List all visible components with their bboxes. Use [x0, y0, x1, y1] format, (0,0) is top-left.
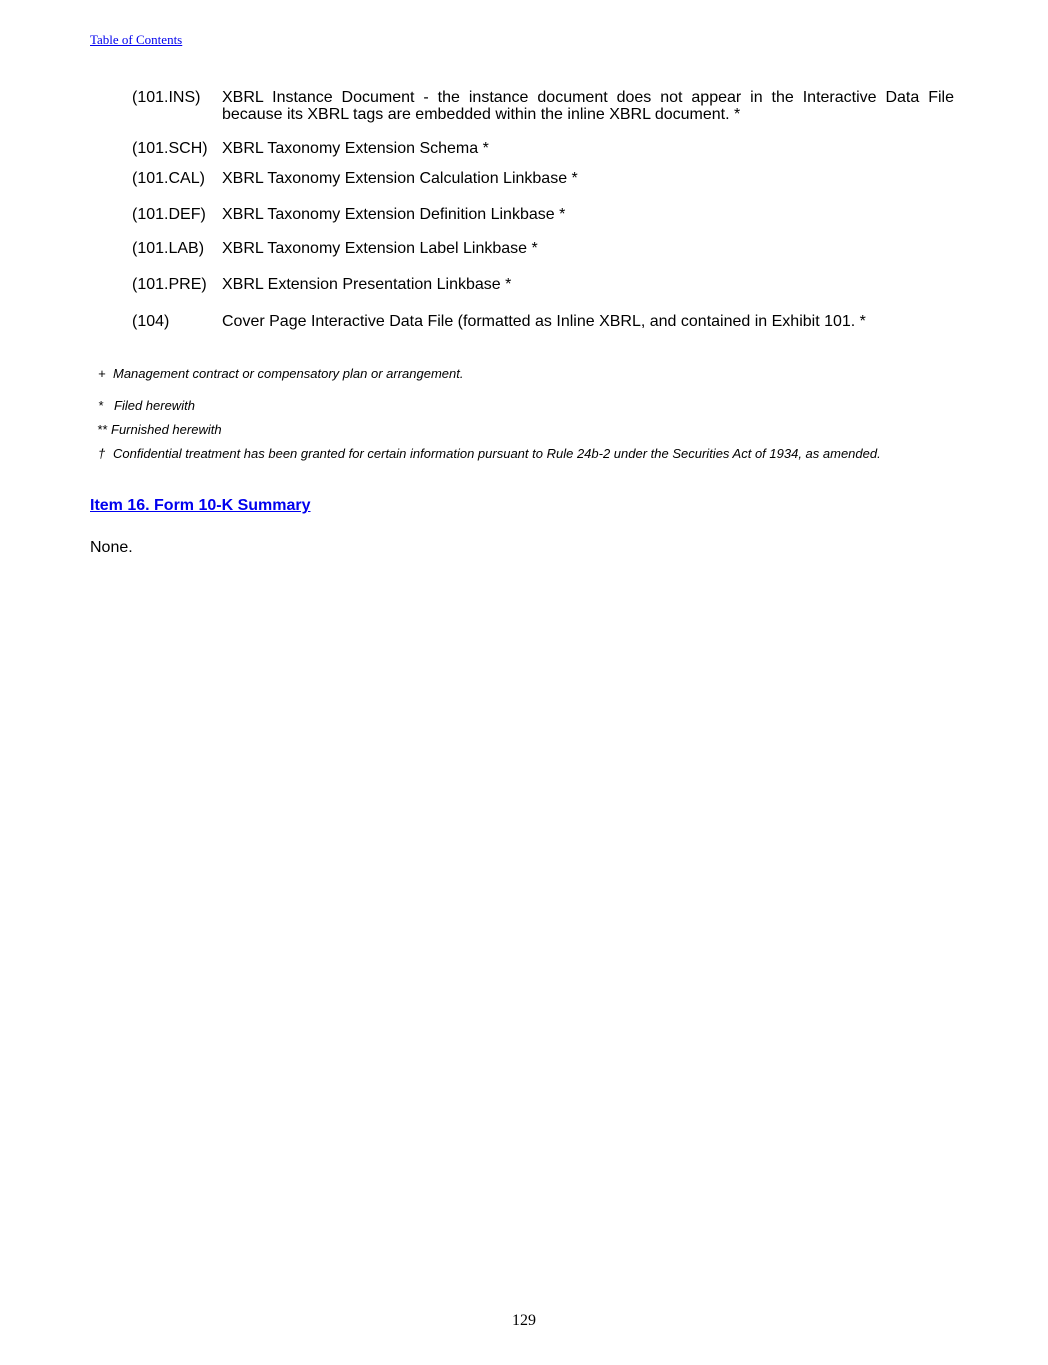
footnote-symbol: †: [98, 446, 106, 461]
footnote-symbol: *: [98, 398, 104, 413]
page-number: 129: [512, 1312, 536, 1329]
footnote: [97, 422, 222, 437]
exhibit-code: (101.CAL): [132, 170, 205, 187]
table-of-contents-link[interactable]: Table of Contents: [90, 32, 183, 47]
footnote: [98, 446, 881, 461]
footnote-symbol: **: [97, 422, 108, 437]
item-16-heading-link[interactable]: Item 16. Form 10-K Summary: [90, 497, 311, 514]
footnote-text: Furnished herewith: [111, 422, 222, 437]
exhibit-description: XBRL Taxonomy Extension Calculation Linkbase *: [222, 170, 578, 187]
footnote-symbol: +: [98, 366, 106, 381]
exhibit-code: (101.INS): [132, 89, 201, 106]
item-16-body: None.: [90, 539, 133, 556]
footnote: [98, 366, 463, 381]
exhibit-description: XBRL Taxonomy Extension Label Linkbase *: [222, 240, 538, 257]
exhibit-code: (104): [132, 313, 170, 330]
footnote-text: Filed herewith: [114, 398, 195, 413]
exhibit-description: XBRL Extension Presentation Linkbase *: [222, 276, 512, 293]
exhibit-code: (101.LAB): [132, 240, 205, 257]
exhibit-description: XBRL Instance Document - the instance document does not appear in the Interactive Data File because its XBRL tags are embedded within the inline XBRL document. *: [222, 89, 954, 123]
footnote-text: Confidential treatment has been granted for certain information pursuant to Rule 24b-2 under the Securities Act of 1934, as amended.: [113, 446, 881, 461]
exhibit-code: (101.PRE): [132, 276, 207, 293]
footnote-text: Management contract or compensatory plan or arrangement.: [113, 366, 464, 381]
exhibit-description: XBRL Taxonomy Extension Definition Linkbase *: [222, 206, 566, 223]
exhibit-code: (101.SCH): [132, 140, 208, 157]
exhibit-code: (101.DEF): [132, 206, 206, 223]
exhibit-description: XBRL Taxonomy Extension Schema *: [222, 140, 489, 157]
footnote: [98, 398, 195, 413]
exhibit-description: Cover Page Interactive Data File (formatted as Inline XBRL, and contained in Exhibit 101. *: [222, 313, 866, 330]
